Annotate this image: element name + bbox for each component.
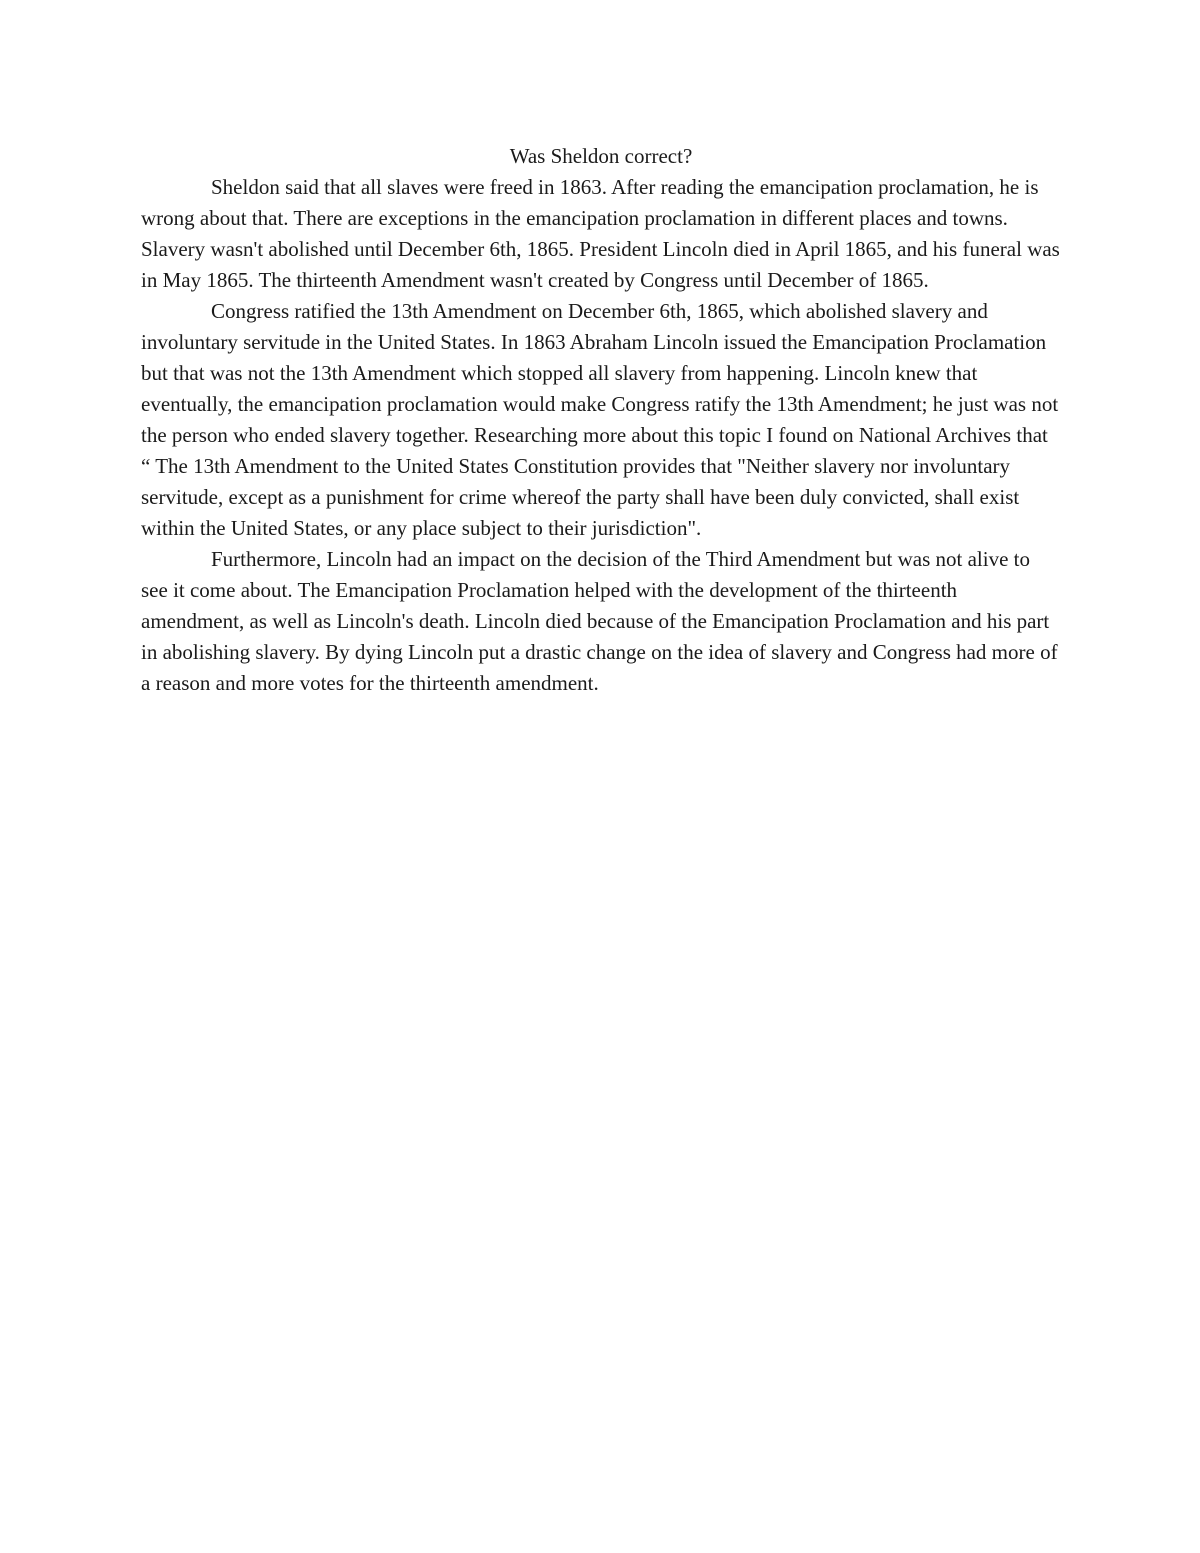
document-title: Was Sheldon correct?	[509, 144, 693, 168]
paragraph-2: Congress ratified the 13th Amendment on December 6th, 1865, which abolished slavery and involuntary servitude in the United States. In 1863 Abraham Lincoln issued the Emancipation Proclamation but that was not the 13th Amendment which stopped all slavery from happening. Lincoln knew that eventually, the emancipation proclamation would make Congress ratify the 13th Amendment; he just was not the person who ended slavery together. Researching more about this topic I found on National Archives that “ The 13th Amendment to the United States Constitution provides that "Neither slavery nor involuntary servitude, except as a punishment for crime whereof the party shall have been duly convicted, shall exist within the United States, or any place subject to their jurisdiction".	[141, 299, 1059, 540]
paragraph-3: Furthermore, Lincoln had an impact on the decision of the Third Amendment but was not alive to see it come about. The Emancipation Proclamation helped with the development of the thirteenth amendment, as well as Lincoln's death. Lincoln died because of the Emancipation Proclamation and his part in abolishing slavery. By dying Lincoln put a drastic change on the idea of slavery and Congress had more of a reason and more votes for the thirteenth amendment.	[141, 547, 1058, 695]
paragraph-1: Sheldon said that all slaves were freed in 1863. After reading the emancipation proclamation, he is wrong about that. There are exceptions in the emancipation proclamation in different places and towns. Slavery wasn't abolished until December 6th, 1865. President Lincoln died in April 1865, and his funeral was in May 1865. The thirteenth Amendment wasn't created by Congress until December of 1865.	[141, 175, 1060, 292]
document-body	[141, 141, 1061, 699]
